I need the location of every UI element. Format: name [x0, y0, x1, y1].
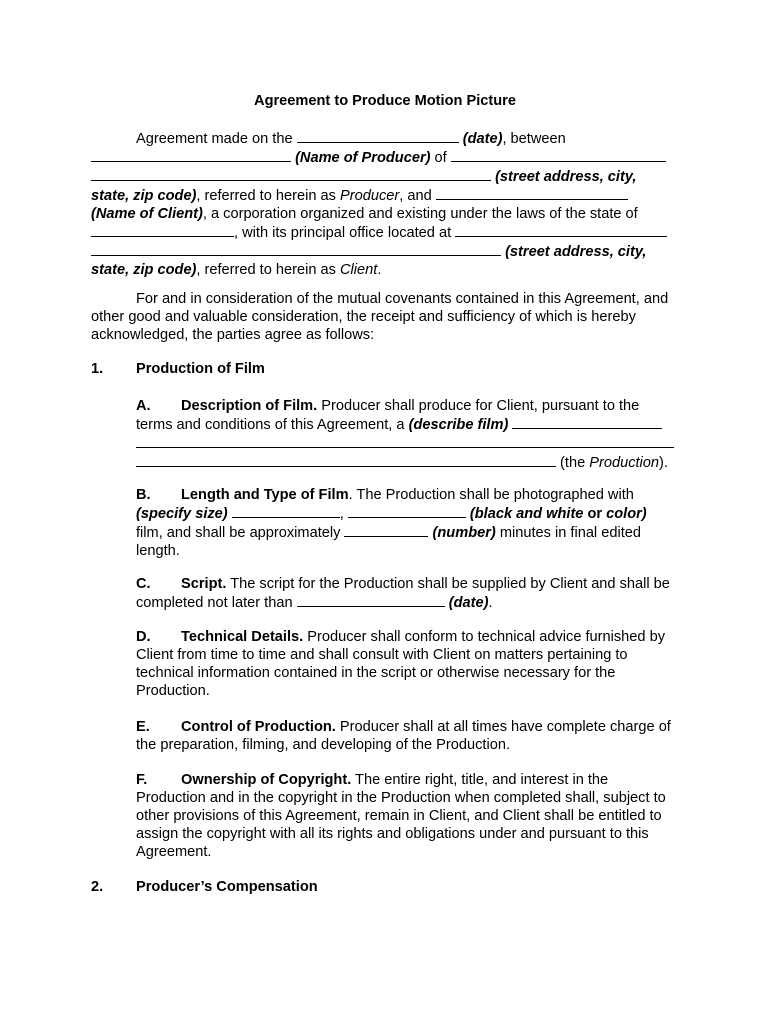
address-label: (street address, city, [495, 169, 637, 185]
paragraph-text: film, and shall be approximately [136, 525, 345, 541]
paragraph-text: (the [556, 455, 590, 471]
intro-text: , and [399, 188, 436, 204]
bw-label: (black and white [469, 506, 584, 522]
paragraph-letter: E. [136, 719, 150, 735]
paragraph-heading: Ownership of Copyright. [181, 772, 352, 788]
paragraph-heading: Script. [181, 576, 227, 592]
paragraph-text: Producer shall conform to technical advice furnished by Client from time to time and shall consult with Client on matters pertaining to technical information contained in the script or otherwise necessary for the Production. [136, 629, 665, 699]
paragraph-f [136, 771, 676, 861]
state-blank[interactable] [91, 223, 234, 237]
paragraph-letter: A. [136, 398, 151, 414]
intro-text: , a corporation organized and existing under the laws of the state of [202, 206, 638, 222]
paragraph-text: . [488, 595, 493, 611]
producer-address-blank-2[interactable] [91, 167, 491, 181]
paragraph-heading: Technical Details. [181, 629, 304, 645]
section-title: Producer’s Compensation [136, 879, 318, 895]
recital-paragraph [91, 290, 679, 344]
paragraph-heading: Control of Production. [181, 719, 336, 735]
address-label-2: state, zip code) [91, 262, 197, 278]
recital-text: For and in consideration of the mutual covenants contained in this Agreement, and other good and valuable consideration, the receipt and sufficiency of which is hereby acknowledged, the parties agree as follows: [91, 291, 669, 343]
paragraph-text: The entire right, title, and interest in the Production and in the copyright in the Production when completed shall, subject to other provisions of this Agreement, remain in Client, and Client shall be entitled to assign the copyright with all its rights and obligations under and pursuant to this Agreement. [136, 772, 666, 860]
producer-term: Producer [340, 188, 400, 204]
script-date-blank[interactable] [297, 593, 445, 607]
date-label: (date) [462, 131, 503, 147]
paragraph-letter: F. [136, 772, 148, 788]
producer-name-blank[interactable] [91, 148, 291, 162]
intro-text: , between [502, 131, 566, 147]
color-blank[interactable] [348, 504, 466, 518]
section-title: Production of Film [136, 361, 265, 377]
producer-address-blank[interactable] [451, 148, 666, 162]
intro-text: , referred to herein as [196, 188, 341, 204]
client-name-blank[interactable] [436, 186, 628, 200]
intro-text: of [430, 150, 451, 166]
number-label: (number) [432, 525, 496, 541]
paragraph-c [136, 575, 676, 612]
client-term: Client [340, 262, 378, 278]
address-label-2: state, zip code) [91, 188, 197, 204]
paragraph-text: or [583, 506, 607, 522]
specify-size-label: (specify size) [136, 506, 228, 522]
paragraph-text: Producer shall produce for Client, pursuant to the terms and conditions of this Agreement, a [136, 398, 640, 433]
paragraph-text: . The Production shall be photographed with [348, 487, 634, 503]
paragraph-e [136, 718, 676, 754]
paragraph-letter: D. [136, 629, 151, 645]
paragraph-heading: Description of Film. [181, 398, 318, 414]
color-label: color) [606, 506, 647, 522]
describe-film-label: (describe film) [408, 417, 509, 433]
intro-text: , referred to herein as [196, 262, 341, 278]
client-label: (Name of Client) [91, 206, 203, 222]
section-number: 2. [91, 879, 104, 895]
date-label: (date) [448, 595, 489, 611]
film-description-blank-2[interactable] [136, 434, 674, 448]
film-description-blank[interactable] [512, 415, 662, 429]
address-label: (street address, city, [505, 244, 647, 260]
paragraph-text: The script for the Production shall be supplied by Client and shall be completed not later than [136, 576, 670, 611]
paragraph-b [136, 486, 676, 560]
film-description-blank-3[interactable] [136, 453, 556, 467]
paragraph-text: ). [659, 455, 668, 471]
production-term: Production [589, 455, 660, 471]
section-number: 1. [91, 361, 104, 377]
paragraph-d [136, 628, 676, 700]
size-blank[interactable] [232, 504, 340, 518]
producer-label: (Name of Producer) [295, 150, 431, 166]
intro-text: , with its principal office located at [234, 225, 456, 241]
document-title: Agreement to Produce Motion Picture [254, 93, 516, 109]
paragraph-heading: Length and Type of Film [181, 487, 349, 503]
intro-paragraph [91, 129, 679, 279]
intro-text: . [377, 262, 382, 278]
client-address-blank[interactable] [455, 223, 667, 237]
paragraph-text: minutes in final edited length. [136, 525, 641, 559]
intro-text: Agreement made on the [136, 131, 297, 147]
client-address-blank-2[interactable] [91, 242, 501, 256]
date-blank[interactable] [297, 129, 459, 143]
paragraph-letter: C. [136, 576, 151, 592]
paragraph-letter: B. [136, 487, 151, 503]
minutes-blank[interactable] [344, 523, 428, 537]
paragraph-text: Producer shall at all times have complete charge of the preparation, filming, and developing of the Production. [136, 719, 671, 753]
paragraph-a [136, 397, 676, 472]
paragraph-text: , [339, 506, 348, 522]
